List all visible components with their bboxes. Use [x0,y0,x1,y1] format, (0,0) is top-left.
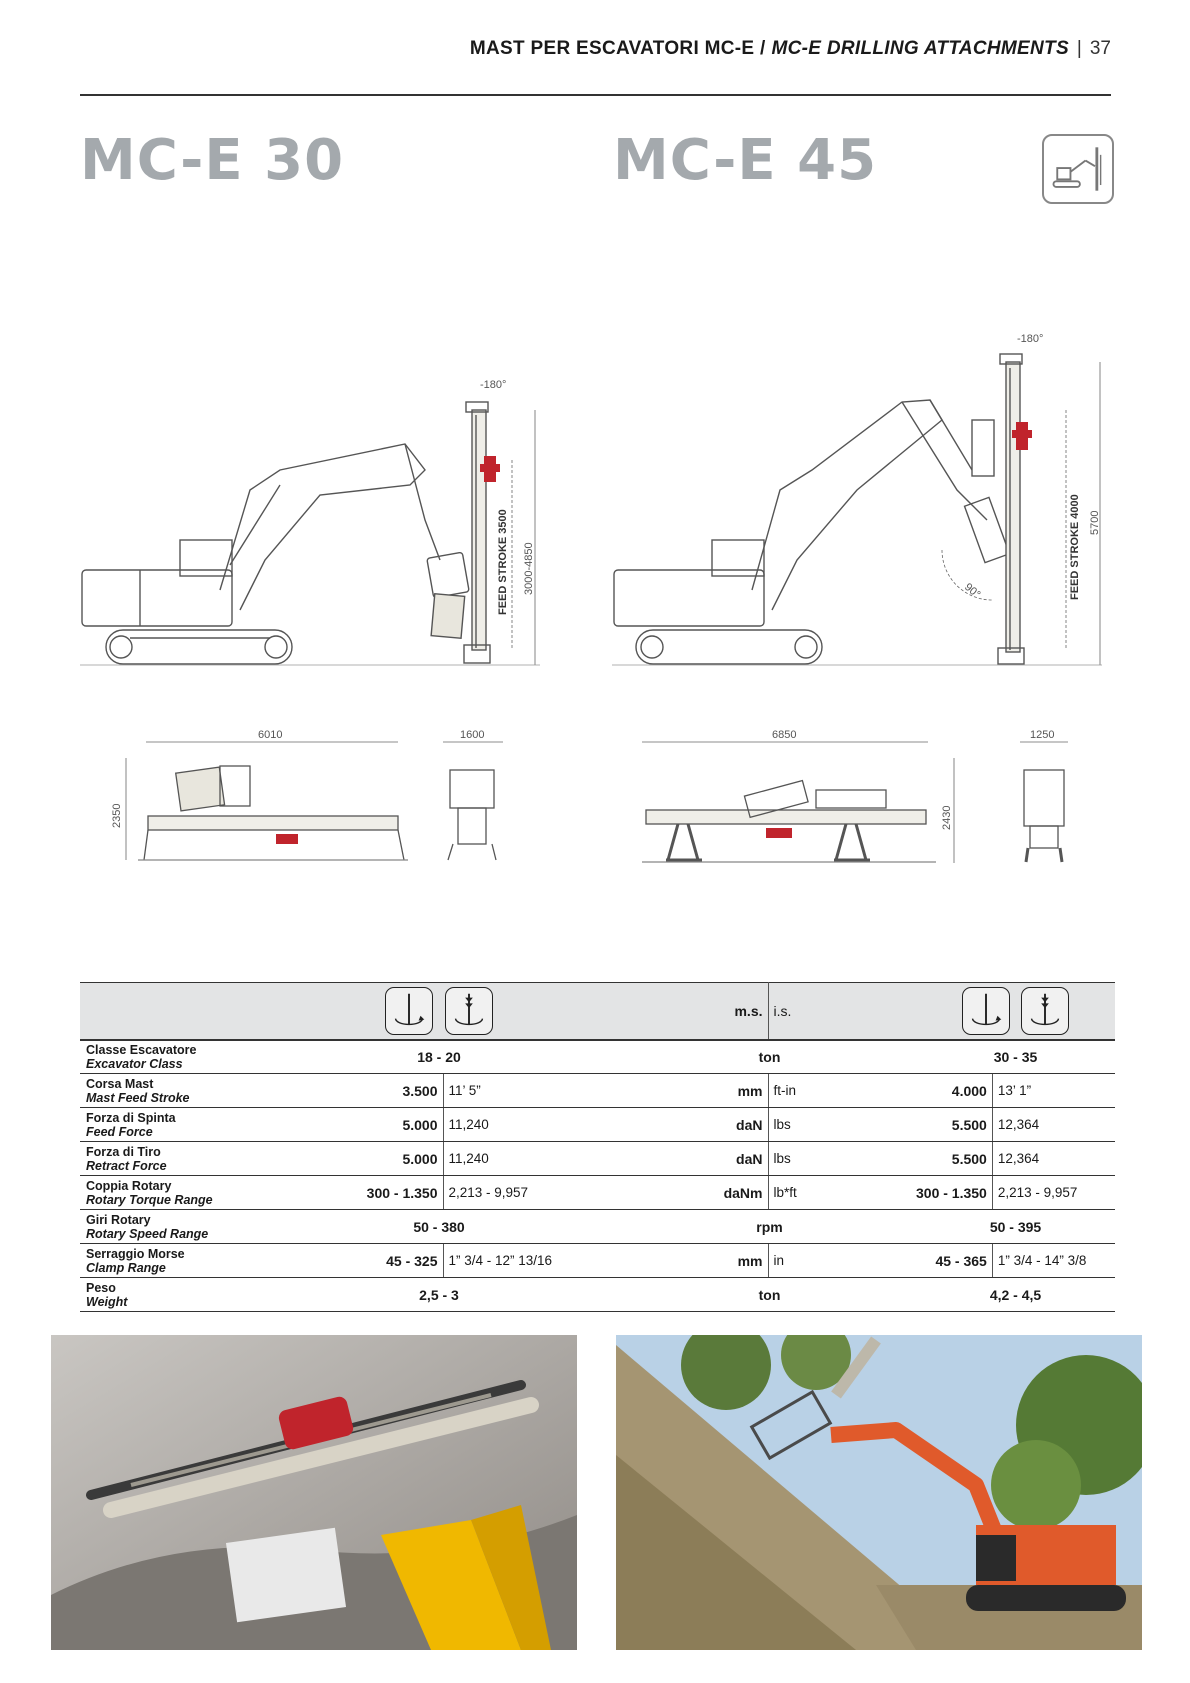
tilt-label: 90° [962,581,983,601]
table-row [80,1278,1115,1312]
mc45-value: 30 - 35 [916,1040,1115,1074]
mc30-imperial: 1” 3/4 - 12” 13/16 [443,1244,623,1278]
unit-metric: daN [623,1108,768,1142]
row-label-en: Feed Force [86,1124,153,1139]
table-row [80,1074,1115,1108]
header-separator: | [1076,38,1082,59]
excavator-mast-icon [1042,134,1114,204]
unit-metric: daN [623,1142,768,1176]
unit-metric: mm [623,1244,768,1278]
row-label-en: Clamp Range [86,1260,166,1275]
mc30-imperial: 2,213 - 9,957 [443,1176,623,1210]
mc30-imperial: 11,240 [443,1142,623,1176]
row-label-it: Giri Rotary [86,1212,151,1227]
mc45-imperial: 2,213 - 9,957 [992,1176,1115,1210]
mc45-imperial: 13’ 1” [992,1074,1115,1108]
table-row [80,1244,1115,1278]
unit-metric: mm [623,1074,768,1108]
unit-value: rpm [623,1210,916,1244]
mc30-metric: 45 - 325 [255,1244,443,1278]
mc45-value: 50 - 395 [916,1210,1115,1244]
table-row [80,1040,1115,1074]
mc30-value: 18 - 20 [255,1040,623,1074]
row-label-it: Serraggio Morse [86,1246,185,1261]
feed-stroke-label: FEED STROKE 3500 [497,509,509,615]
model-title-right: MC-E 45 [613,128,878,193]
mc-e-30-side-drawing [80,360,600,670]
row-label-it: Classe Escavatore [86,1042,197,1057]
tunnel-drilling-photo [51,1335,577,1650]
mc30-metric: 5.000 [255,1108,443,1142]
unit-imperial: lbs [768,1108,916,1142]
row-label-en: Mast Feed Stroke [86,1090,190,1105]
mc45-metric: 5.500 [916,1142,992,1176]
length-label: 6850 [772,729,797,741]
mc-e-45-side-drawing [612,320,1122,670]
mc30-metric: 300 - 1.350 [255,1176,443,1210]
mc30-imperial: 11,240 [443,1108,623,1142]
length-label: 6010 [258,729,283,741]
unit-imperial: ft-in [768,1074,916,1108]
mc30-metric: 5.000 [255,1142,443,1176]
height-label: 2350 [111,803,123,828]
mc30-value: 2,5 - 3 [255,1278,623,1312]
table-row [80,1176,1115,1210]
mc45-metric: 4.000 [916,1074,992,1108]
mc30-metric: 3.500 [255,1074,443,1108]
height-label: 2430 [941,805,953,830]
unit-ms-header: m.s. [623,983,768,1040]
model-title-left: MC-E 30 [80,128,345,193]
specs-table [80,982,1115,1312]
height-label: 5700 [1089,510,1101,535]
mc45-metric: 5.500 [916,1108,992,1142]
mc30-imperial: 11’ 5” [443,1074,623,1108]
width-label: 1600 [460,729,485,741]
mc-e-30-transport-drawing [108,728,548,870]
row-label-it: Coppia Rotary [86,1178,172,1193]
rotation-icon [385,987,433,1035]
page-header [80,38,1111,68]
unit-imperial: in [768,1244,916,1278]
mc45-value: 4,2 - 4,5 [916,1278,1115,1312]
mc45-metric: 300 - 1.350 [916,1176,992,1210]
unit-metric: daNm [623,1176,768,1210]
row-label-en: Excavator Class [86,1056,183,1071]
mc45-metric: 45 - 365 [916,1244,992,1278]
unit-value: ton [623,1278,916,1312]
header-rule [80,94,1111,96]
row-label-it: Peso [86,1280,116,1295]
unit-is-header: i.s. [768,983,916,1040]
row-label-it: Corsa Mast [86,1076,154,1091]
feed-icon [1021,987,1069,1035]
angle-label: -180° [480,379,507,391]
page-number: 37 [1089,38,1111,59]
row-label-en: Retract Force [86,1158,167,1173]
slope-drilling-photo [616,1335,1142,1650]
table-row [80,1142,1115,1176]
header-title-en: MC-E DRILLING ATTACHMENTS [771,38,1069,59]
table-row [80,1108,1115,1142]
row-label-it: Forza di Tiro [86,1144,161,1159]
unit-value: ton [623,1040,916,1074]
mc45-imperial: 1” 3/4 - 14” 3/8 [992,1244,1115,1278]
mc30-value: 50 - 380 [255,1210,623,1244]
row-label-en: Rotary Speed Range [86,1226,209,1241]
mc45-imperial: 12,364 [992,1108,1115,1142]
row-label-en: Rotary Torque Range [86,1192,213,1207]
table-header-row [80,983,1115,1040]
width-label: 1250 [1030,729,1055,741]
height-label: 3000-4850 [523,542,535,595]
feed-stroke-label: FEED STROKE 4000 [1069,494,1081,600]
unit-imperial: lbs [768,1142,916,1176]
mc45-imperial: 12,364 [992,1142,1115,1176]
row-label-en: Weight [86,1294,128,1309]
header-title-it: MAST PER ESCAVATORI MC-E / [469,38,766,59]
table-row [80,1210,1115,1244]
unit-imperial: lb*ft [768,1176,916,1210]
feed-icon [445,987,493,1035]
row-label-it: Forza di Spinta [86,1110,176,1125]
angle-label: -180° [1017,333,1044,345]
mc-e-45-transport-drawing [636,728,1106,873]
rotation-icon [962,987,1010,1035]
